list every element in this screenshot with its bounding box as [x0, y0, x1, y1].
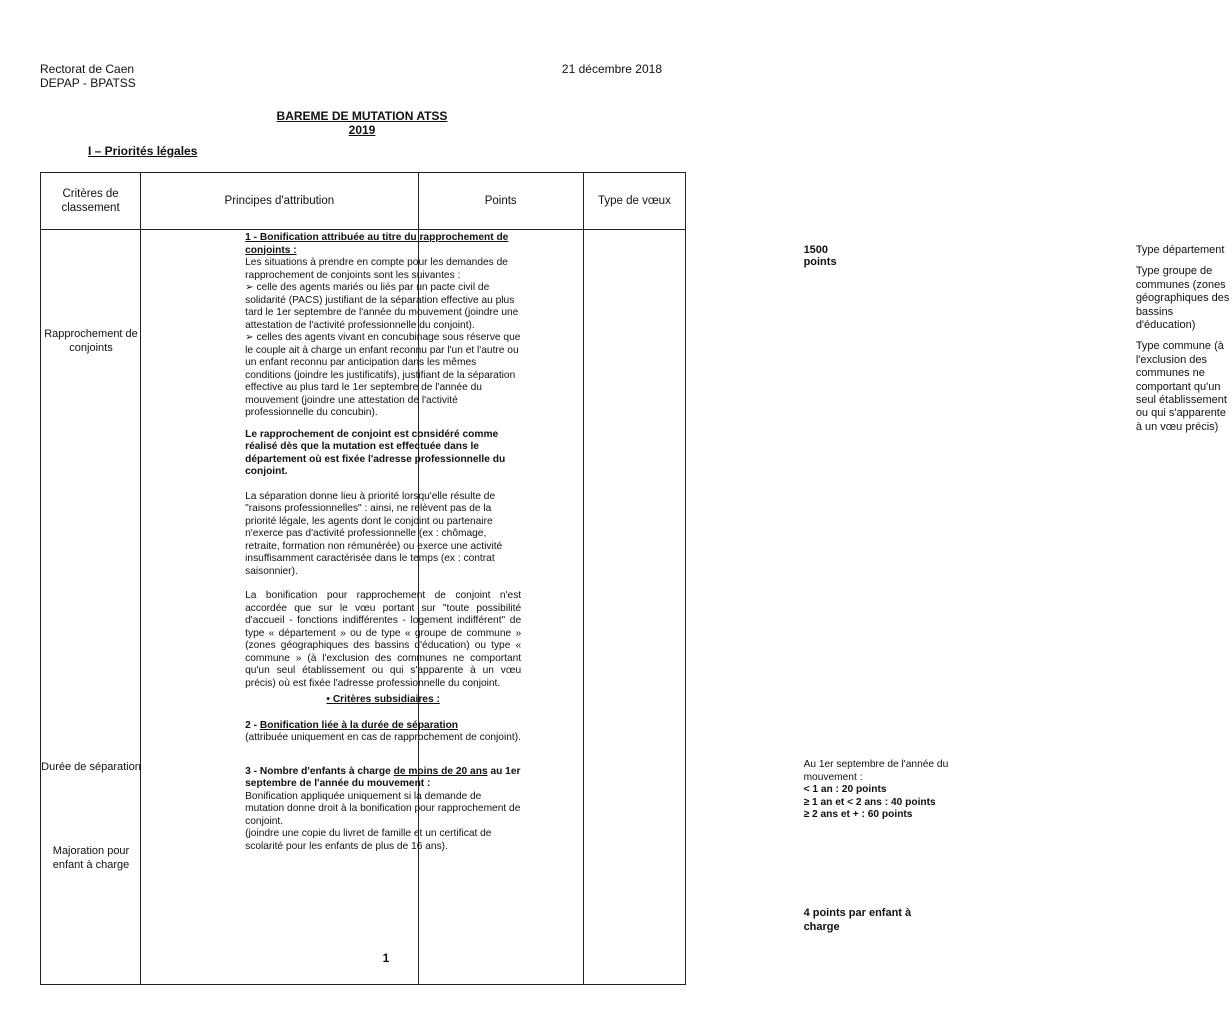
points-cell	[418, 230, 949, 985]
column-header-principles: Principes d'attribution	[141, 173, 418, 230]
bonus-1-intro: Les situations à prendre en compte pour les demandes de rapprochement de conjoints sont les suivantes :	[245, 257, 508, 281]
points-duree-level-1: < 1 an : 20 points	[803, 784, 887, 795]
bonus-3-title-start: 3 - Nombre d'enfants à charge	[245, 765, 394, 777]
org-department: DEPAP - BPATSS	[40, 76, 136, 90]
criterion-duree: Durée de séparation	[41, 761, 141, 773]
wishes-block	[1136, 244, 1232, 442]
table-header-row	[41, 173, 686, 230]
wish-commune: Type commune (à l'exclusion des communes ne comportant qu'un seul établissement ou qui s'apparente à un vœu précis)	[1135, 340, 1227, 433]
organisation-block	[40, 62, 136, 90]
bonus-1-item-married: ➢ celle des agents mariés ou liés par un pacte civil de solidarité (PACS) justifiant de la séparation effective au plus tard le 1er septembre de l'année du mouvement (joindre une attestation de l'activité professionnelle du conjoint).	[245, 282, 519, 331]
section-heading: I – Priorités légales	[88, 144, 198, 158]
column-header-wishes: Type de vœux	[583, 173, 685, 230]
document-title	[0, 109, 724, 137]
bonus-3-title-end: au 1er septembre de l'année du mouvement :	[245, 765, 521, 789]
table-row	[41, 230, 686, 985]
criterion-rapprochement: Rapprochement de conjoints	[44, 328, 138, 354]
bonus-1-title: 1 - Bonification attribuée au titre du rapprochement de conjoints :	[245, 232, 509, 256]
subsidiary-criteria-heading: • Critères subsidiaires :	[326, 694, 440, 705]
points-rapprochement: 1500 points	[803, 244, 837, 268]
wish-departement: Type département	[1135, 244, 1225, 256]
points-duree-intro: Au 1er septembre de l'année du mouvement :	[803, 759, 949, 783]
document-date: 21 décembre 2018	[561, 62, 662, 76]
barème-table	[40, 172, 1230, 985]
bonus-3-note: (joindre une copie du livret de famille et un certificat de scolarité pour les enfants de plus de 16 ans).	[245, 828, 492, 852]
criterion-majoration: Majoration pour enfant à charge	[52, 845, 130, 871]
wish-groupe-communes: Type groupe de communes (zones géographiques des bassins d'éducation)	[1135, 265, 1230, 332]
points-duree-level-2: ≥ 1 an et < 2 ans : 40 points	[803, 796, 936, 808]
points-enfant: 4 points par enfant à charge	[803, 907, 912, 933]
title-line-1: BAREME DE MUTATION ATSS	[276, 109, 448, 123]
bonus-1-wish-rule: La bonification pour rapprochement de conjoint n'est accordée que sur le vœu portant sur "toute possibilité d'accueil - fonctions indifférentes - logement indifférent" de type « département » ou de type « groupe de commune » (zones géographiques des bassins d'éducation) ou type « commune » (à l'exclusion des communes ne comportant qu'un seul établissement ou qui s'apparente à un vœu précis) où est fixée l'adresse professionnelle du conjoint.	[245, 590, 522, 689]
column-header-criteria: Critères de classement	[41, 173, 141, 230]
page-number: 1	[382, 951, 390, 965]
principles-cell	[141, 230, 522, 985]
org-name: Rectorat de Caen	[40, 62, 135, 76]
bonus-2-title: Bonification liée à la durée de séparation	[259, 719, 459, 731]
points-duree-block	[804, 759, 959, 822]
criteria-cell	[41, 230, 141, 985]
column-header-points: Points	[418, 173, 583, 230]
bonus-1-separation-rule: La séparation donne lieu à priorité lorsqu'elle résulte de "raisons professionnelles" : ainsi, ne relèvent pas de la priorité légale, les agents dont le conjoint ou partenaire n'exerce pas d'activité professionnelle (ex : chômage, retraite, formation non rémunérée) ou exerce une activité insuffisamment caractérisée dans le temps (ex : contrat saisonnier).	[245, 490, 503, 577]
title-line-2: 2019	[348, 123, 376, 137]
bonus-1-item-concubinage: ➢ celles des agents vivant en concubinage sous réserve que le couple ait à charge un enfant reconnu par l'un et l'autre ou un enfant reconnu par anticipation dans les mêmes conditions (joindre les justificatifs), justifiant de la séparation effective au plus tard le 1er septembre de l'année du mouvement (joindre une attestation de l'activité professionnelle du concubin).	[245, 332, 521, 418]
bonus-3-title-underlined: de moins de 20 ans	[393, 765, 488, 777]
points-duree-level-3: ≥ 2 ans et + : 60 points	[803, 809, 913, 820]
bonus-2-number: 2 -	[245, 719, 260, 731]
bonus-1-bold-rule: Le rapprochement de conjoint est considéré comme réalisé dès que la mutation est effectuée dans le département où est fixée l'adresse professionnelle du conjoint.	[245, 428, 506, 477]
bonus-3-text: Bonification appliquée uniquement si la demande de mutation donne droit à la bonification pour rapprochement de conjoint.	[245, 790, 521, 827]
bonus-2-text: (attribuée uniquement en cas de rapprochement de conjoint).	[245, 732, 521, 743]
